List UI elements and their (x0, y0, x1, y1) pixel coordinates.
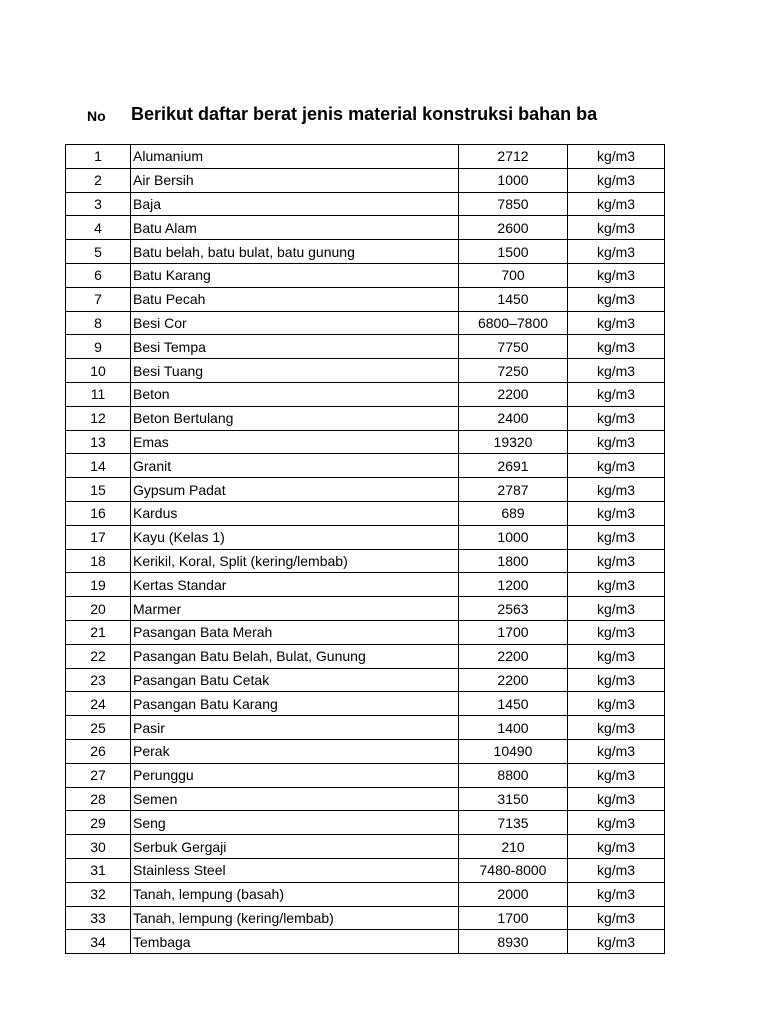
row-number: 22 (66, 644, 131, 668)
table-row (66, 168, 665, 192)
material-name: Batu belah, batu bulat, batu gunung (131, 240, 459, 264)
table-row (66, 620, 665, 644)
material-name: Pasangan Batu Cetak (131, 668, 459, 692)
table-row (66, 216, 665, 240)
row-number: 4 (66, 216, 131, 240)
unit-label: kg/m3 (568, 668, 665, 692)
row-number: 5 (66, 240, 131, 264)
table-row (66, 263, 665, 287)
table-body (66, 145, 665, 954)
table-row (66, 501, 665, 525)
material-name: Kerikil, Koral, Split (kering/lembab) (131, 549, 459, 573)
row-number: 11 (66, 382, 131, 406)
material-name: Stainless Steel (131, 858, 459, 882)
material-name: Perunggu (131, 763, 459, 787)
row-number: 12 (66, 406, 131, 430)
material-name: Kardus (131, 501, 459, 525)
table-row (66, 811, 665, 835)
density-value: 210 (459, 835, 568, 859)
density-value: 7750 (459, 335, 568, 359)
unit-label: kg/m3 (568, 430, 665, 454)
material-name: Kertas Standar (131, 573, 459, 597)
no-column-label: No (87, 108, 106, 124)
row-number: 32 (66, 882, 131, 906)
material-name: Batu Pecah (131, 287, 459, 311)
table-row (66, 454, 665, 478)
table-row (66, 287, 665, 311)
unit-label: kg/m3 (568, 597, 665, 621)
material-name: Granit (131, 454, 459, 478)
unit-label: kg/m3 (568, 359, 665, 383)
density-value: 2400 (459, 406, 568, 430)
material-name: Serbuk Gergaji (131, 835, 459, 859)
material-name: Batu Alam (131, 216, 459, 240)
unit-label: kg/m3 (568, 263, 665, 287)
density-value: 2200 (459, 382, 568, 406)
row-number: 9 (66, 335, 131, 359)
row-number: 21 (66, 620, 131, 644)
density-value: 7480-8000 (459, 858, 568, 882)
row-number: 29 (66, 811, 131, 835)
density-value: 8930 (459, 930, 568, 954)
unit-label: kg/m3 (568, 644, 665, 668)
row-number: 3 (66, 192, 131, 216)
material-name: Alumanium (131, 145, 459, 169)
table-row (66, 430, 665, 454)
density-value: 10490 (459, 739, 568, 763)
density-value: 1700 (459, 620, 568, 644)
density-value: 1000 (459, 168, 568, 192)
material-name: Batu Karang (131, 263, 459, 287)
table-row (66, 787, 665, 811)
row-number: 2 (66, 168, 131, 192)
density-value: 7850 (459, 192, 568, 216)
material-name: Besi Tuang (131, 359, 459, 383)
table-row (66, 382, 665, 406)
density-value: 1700 (459, 906, 568, 930)
row-number: 6 (66, 263, 131, 287)
table-row (66, 359, 665, 383)
unit-label: kg/m3 (568, 311, 665, 335)
table-row (66, 739, 665, 763)
material-name: Beton (131, 382, 459, 406)
unit-label: kg/m3 (568, 168, 665, 192)
table-row (66, 835, 665, 859)
unit-label: kg/m3 (568, 287, 665, 311)
table-row (66, 858, 665, 882)
density-value: 2787 (459, 478, 568, 502)
table-row (66, 573, 665, 597)
page-title: Berikut daftar berat jenis material konstruksi bahan ba (131, 104, 598, 124)
density-value: 2200 (459, 644, 568, 668)
density-value: 1450 (459, 287, 568, 311)
row-number: 26 (66, 739, 131, 763)
row-number: 19 (66, 573, 131, 597)
material-name: Tanah, lempung (basah) (131, 882, 459, 906)
table-row (66, 668, 665, 692)
density-value: 1450 (459, 692, 568, 716)
unit-label: kg/m3 (568, 549, 665, 573)
density-value: 2600 (459, 216, 568, 240)
unit-label: kg/m3 (568, 406, 665, 430)
material-name: Pasir (131, 716, 459, 740)
unit-label: kg/m3 (568, 882, 665, 906)
table-row (66, 145, 665, 169)
unit-label: kg/m3 (568, 525, 665, 549)
unit-label: kg/m3 (568, 906, 665, 930)
table-row (66, 549, 665, 573)
table-row (66, 930, 665, 954)
material-name: Besi Tempa (131, 335, 459, 359)
row-number: 20 (66, 597, 131, 621)
unit-label: kg/m3 (568, 716, 665, 740)
row-number: 25 (66, 716, 131, 740)
material-name: Seng (131, 811, 459, 835)
unit-label: kg/m3 (568, 858, 665, 882)
material-name: Emas (131, 430, 459, 454)
unit-label: kg/m3 (568, 835, 665, 859)
density-value: 7135 (459, 811, 568, 835)
material-name: Semen (131, 787, 459, 811)
unit-label: kg/m3 (568, 811, 665, 835)
table-row (66, 311, 665, 335)
material-name: Pasangan Batu Karang (131, 692, 459, 716)
unit-label: kg/m3 (568, 145, 665, 169)
material-table (65, 144, 665, 954)
row-number: 1 (66, 145, 131, 169)
density-value: 1000 (459, 525, 568, 549)
row-number: 10 (66, 359, 131, 383)
row-number: 24 (66, 692, 131, 716)
unit-label: kg/m3 (568, 692, 665, 716)
material-name: Baja (131, 192, 459, 216)
unit-label: kg/m3 (568, 573, 665, 597)
material-name: Tembaga (131, 930, 459, 954)
row-number: 33 (66, 906, 131, 930)
table-row (66, 906, 665, 930)
material-name: Beton Bertulang (131, 406, 459, 430)
table-row (66, 716, 665, 740)
material-name: Marmer (131, 597, 459, 621)
unit-label: kg/m3 (568, 763, 665, 787)
density-value: 6800–7800 (459, 311, 568, 335)
material-name: Kayu (Kelas 1) (131, 525, 459, 549)
density-value: 8800 (459, 763, 568, 787)
density-value: 3150 (459, 787, 568, 811)
unit-label: kg/m3 (568, 216, 665, 240)
material-name: Pasangan Bata Merah (131, 620, 459, 644)
unit-label: kg/m3 (568, 930, 665, 954)
unit-label: kg/m3 (568, 382, 665, 406)
table-row (66, 335, 665, 359)
density-value: 2000 (459, 882, 568, 906)
table-row (66, 763, 665, 787)
row-number: 16 (66, 501, 131, 525)
row-number: 27 (66, 763, 131, 787)
density-value: 2563 (459, 597, 568, 621)
row-number: 13 (66, 430, 131, 454)
material-name: Besi Cor (131, 311, 459, 335)
row-number: 17 (66, 525, 131, 549)
table-row (66, 406, 665, 430)
unit-label: kg/m3 (568, 787, 665, 811)
material-name: Gypsum Padat (131, 478, 459, 502)
unit-label: kg/m3 (568, 192, 665, 216)
density-value: 7250 (459, 359, 568, 383)
density-value: 2712 (459, 145, 568, 169)
table-row (66, 525, 665, 549)
density-value: 1500 (459, 240, 568, 264)
density-value: 689 (459, 501, 568, 525)
unit-label: kg/m3 (568, 335, 665, 359)
unit-label: kg/m3 (568, 620, 665, 644)
table-row (66, 644, 665, 668)
density-value: 1800 (459, 549, 568, 573)
table-row (66, 478, 665, 502)
table-row (66, 882, 665, 906)
row-number: 34 (66, 930, 131, 954)
row-number: 14 (66, 454, 131, 478)
row-number: 23 (66, 668, 131, 692)
unit-label: kg/m3 (568, 739, 665, 763)
row-number: 31 (66, 858, 131, 882)
density-value: 1400 (459, 716, 568, 740)
row-number: 8 (66, 311, 131, 335)
row-number: 7 (66, 287, 131, 311)
unit-label: kg/m3 (568, 501, 665, 525)
density-value: 2200 (459, 668, 568, 692)
table-row (66, 240, 665, 264)
table-row (66, 692, 665, 716)
density-value: 700 (459, 263, 568, 287)
table-row (66, 192, 665, 216)
row-number: 15 (66, 478, 131, 502)
table-row (66, 597, 665, 621)
density-value: 19320 (459, 430, 568, 454)
material-name: Perak (131, 739, 459, 763)
row-number: 30 (66, 835, 131, 859)
material-name: Air Bersih (131, 168, 459, 192)
unit-label: kg/m3 (568, 240, 665, 264)
material-name: Tanah, lempung (kering/lembab) (131, 906, 459, 930)
unit-label: kg/m3 (568, 454, 665, 478)
material-name: Pasangan Batu Belah, Bulat, Gunung (131, 644, 459, 668)
row-number: 18 (66, 549, 131, 573)
density-value: 1200 (459, 573, 568, 597)
density-value: 2691 (459, 454, 568, 478)
unit-label: kg/m3 (568, 478, 665, 502)
row-number: 28 (66, 787, 131, 811)
